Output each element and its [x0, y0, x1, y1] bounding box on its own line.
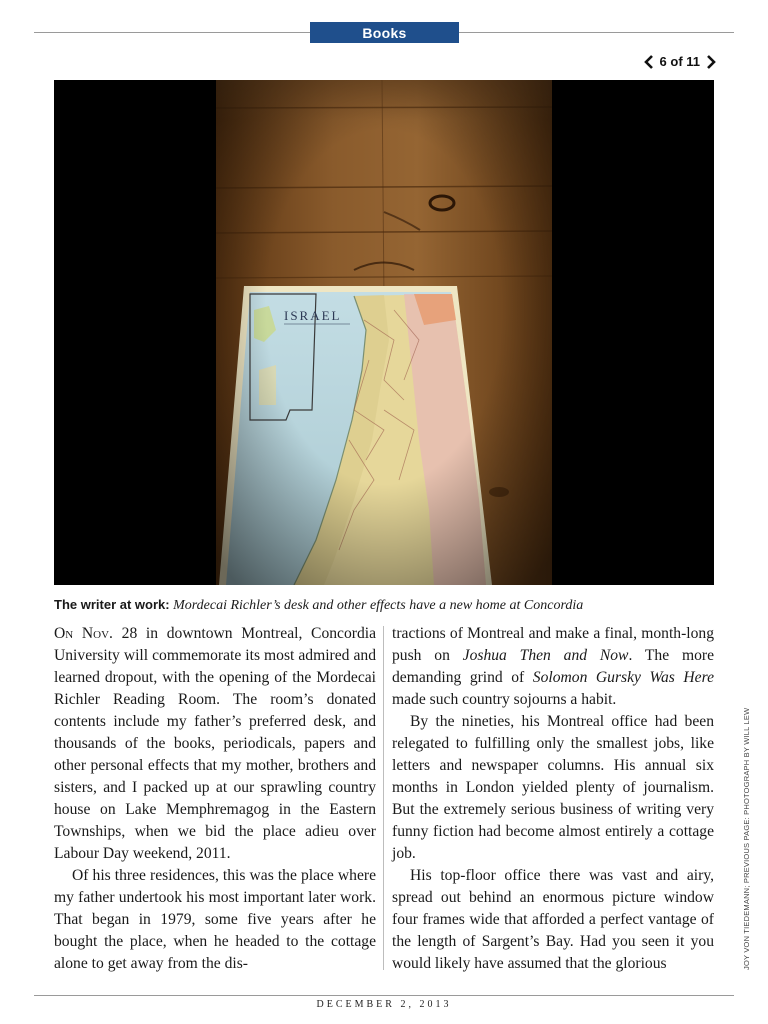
paragraph-text: 28 in downtown Montreal, Concordia University will commemorate its most admired and learned dropout, with the opening of the Mordecai Richler Reading Room. The room’s donated contents include my father’s preferred desk, and thousands of the books, periodicals, papers and other personal effects that my mother, brothers and sisters, and I packed up at our sprawling country house on Lake Memphremagog in the Eastern Townships, when we bid the place adieu over Labour Day weekend, 2011.	[54, 625, 376, 862]
chevron-right-icon	[706, 55, 716, 69]
photo-caption	[54, 596, 734, 615]
section-label: Books	[310, 22, 459, 43]
column-divider	[383, 626, 384, 970]
paragraph-text: tractions of Montreal and make a final, month-long push on	[392, 625, 714, 664]
page-indicator: 6 of 11	[659, 54, 700, 69]
article-paragraph: Of his three residences, this was the place where my father undertook his most important later work. That began in 1979, some five years after he bought the place, when he headed to the cottage alone to get away from the dis-	[54, 867, 376, 972]
prev-page-button[interactable]	[644, 55, 654, 69]
book-title: Joshua Then and Now	[462, 647, 629, 664]
caption-lead: The writer at work:	[54, 597, 170, 612]
article-paragraph	[392, 623, 714, 711]
paragraph-text: made such country sojourns a habit.	[392, 691, 617, 708]
issue-date: DECEMBER 2, 2013	[316, 999, 452, 1010]
article-paragraph: His top-floor office there was vast and airy, spread out behind an enormous picture window four frames wide that afforded a perfect vantage of the length of Sargent’s Bay. Had you seen it you would likely have assumed that the glorious	[392, 867, 714, 972]
caption-text: Mordecai Richler’s desk and other effects have a new home at Concordia	[173, 598, 584, 613]
chevron-left-icon	[644, 55, 654, 69]
next-page-button[interactable]	[706, 55, 716, 69]
feature-photo	[54, 80, 714, 585]
bottom-rule	[34, 995, 734, 996]
photo-credit: JOY VON TIEDEMANN; PREVIOUS PAGE: PHOTOGRAPH BY WILL LEW	[742, 707, 751, 970]
article-paragraph: By the nineties, his Montreal office had been relegated to fulfilling only the smallest jobs, like letters and newspaper columns. His annual six months in London yielded plenty of journalism. But the extremely serious business of writing very funny fiction had become almost entirely a cottage job.	[392, 713, 714, 862]
book-title: Solomon Gursky Was Here	[532, 669, 714, 686]
pager	[644, 54, 716, 69]
article-column-right	[392, 623, 714, 975]
article-column-left	[54, 623, 376, 975]
paragraph-text: . The more demanding grind of	[392, 647, 714, 686]
article-paragraph	[54, 623, 376, 865]
lead-in-caps: On Nov.	[54, 625, 113, 642]
